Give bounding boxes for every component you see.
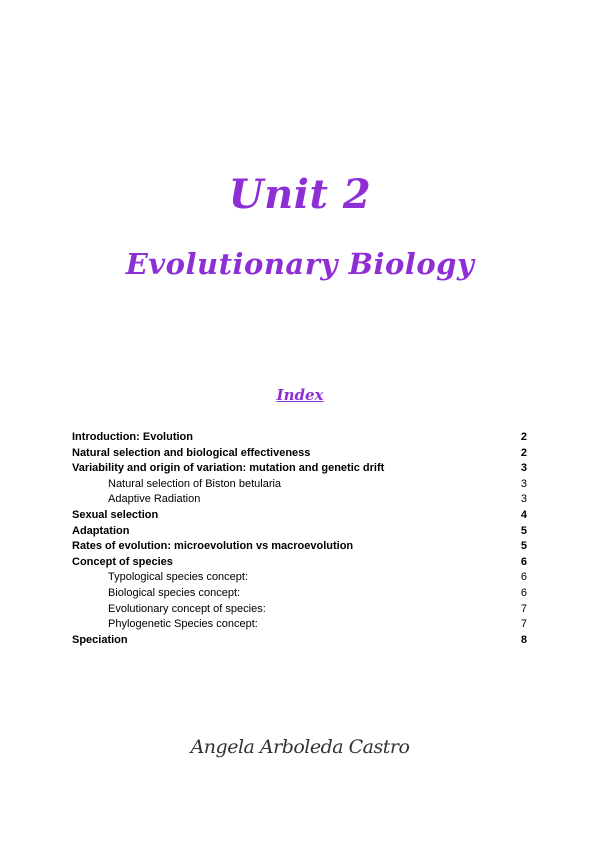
toc-page-number: 7 xyxy=(520,618,527,631)
index-heading: Index xyxy=(276,386,324,404)
toc-label: Evolutionary concept of species: xyxy=(108,602,266,615)
toc-label: Rates of evolution: microevolution vs macroevolution xyxy=(72,540,354,553)
toc-page-number: 6 xyxy=(520,586,527,599)
toc-page-number: 2 xyxy=(520,446,527,459)
toc-page-number: 5 xyxy=(520,524,527,537)
toc-page-number: 2 xyxy=(520,431,527,443)
toc-label: Sexual selection xyxy=(72,508,159,521)
toc-row[interactable] xyxy=(72,508,527,524)
toc-label: Adaptive Radiation xyxy=(108,493,201,506)
toc-row[interactable] xyxy=(72,477,527,493)
toc-page-number: 7 xyxy=(520,602,527,615)
toc-label: Biological species concept: xyxy=(108,586,241,599)
toc-row[interactable] xyxy=(72,524,527,540)
toc-label: Speciation xyxy=(72,633,128,646)
toc-row[interactable] xyxy=(72,586,527,602)
toc-row[interactable] xyxy=(72,617,527,633)
toc-label: Phylogenetic Species concept: xyxy=(108,618,258,631)
toc-row[interactable] xyxy=(72,430,527,446)
toc-row[interactable] xyxy=(72,461,527,477)
toc-label: Natural selection and biological effectiveness xyxy=(72,446,311,459)
toc-page-number: 3 xyxy=(520,462,527,475)
toc-row[interactable] xyxy=(72,539,527,555)
toc-row[interactable] xyxy=(72,570,527,586)
toc-label: Concept of species xyxy=(72,555,173,568)
subject-title: Evolutionary Biology xyxy=(125,247,475,281)
toc-page-number: 5 xyxy=(520,540,527,553)
toc-label: Introduction: Evolution xyxy=(72,431,193,443)
toc-page-number: 8 xyxy=(520,633,527,646)
toc-page-number: 6 xyxy=(520,571,527,584)
toc-row[interactable] xyxy=(72,492,527,508)
toc-page-number: 4 xyxy=(520,508,527,521)
toc-label: Variability and origin of variation: mutation and genetic drift xyxy=(72,462,385,475)
toc-label: Natural selection of Biston betularia xyxy=(108,477,282,490)
author-signature: Angela Arboleda Castro xyxy=(190,736,410,758)
toc-label: Typological species concept: xyxy=(108,571,249,584)
toc-page-number: 3 xyxy=(520,477,527,490)
toc-page-number: 6 xyxy=(520,555,527,568)
toc-label: Adaptation xyxy=(72,524,130,537)
toc-row[interactable] xyxy=(72,633,527,649)
toc-row[interactable] xyxy=(72,446,527,462)
toc-row[interactable] xyxy=(72,555,527,571)
table-of-contents xyxy=(72,430,527,648)
unit-title: Unit 2 xyxy=(228,171,372,218)
toc-row[interactable] xyxy=(72,602,527,618)
toc-page-number: 3 xyxy=(520,493,527,506)
